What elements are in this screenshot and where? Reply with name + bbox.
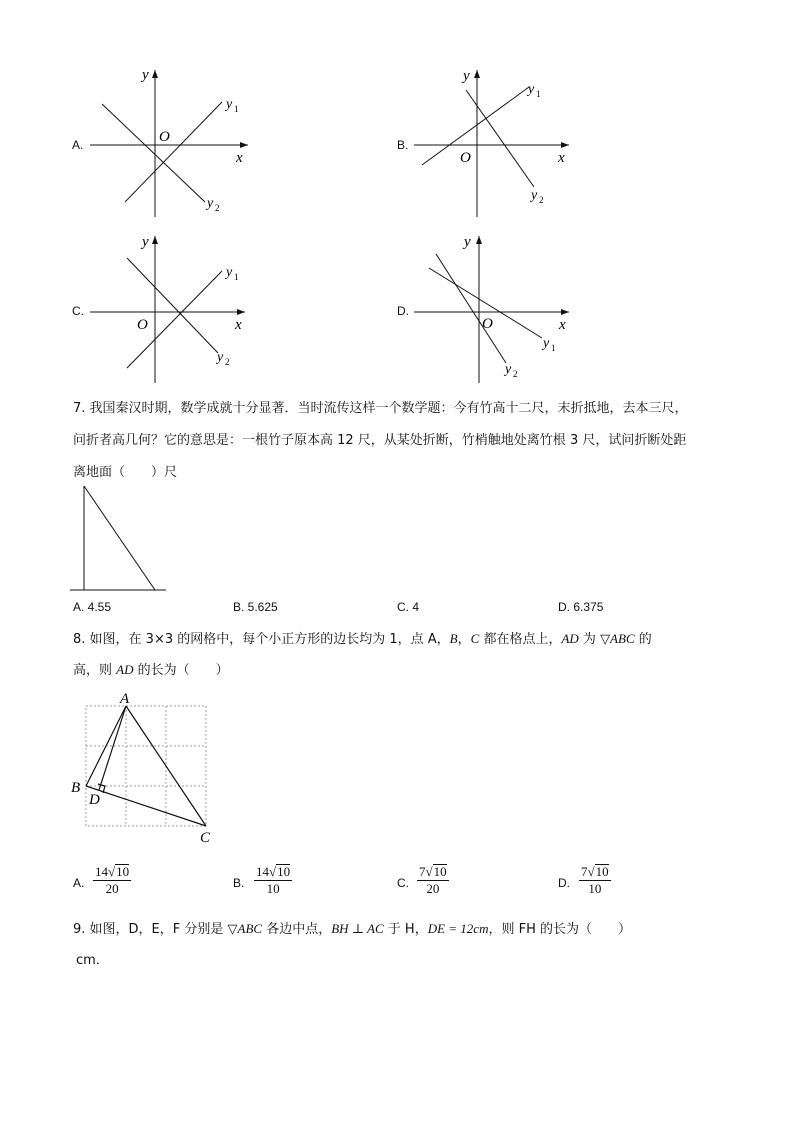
svg-text:y: y bbox=[217, 350, 224, 365]
q7-option-a: A. 4.55 bbox=[73, 600, 112, 614]
svg-text:y: y bbox=[463, 68, 470, 84]
svg-text:y: y bbox=[464, 234, 471, 250]
svg-text:O: O bbox=[460, 150, 471, 166]
q8-option-a-fraction: $\frac{14√10}{20}$ bbox=[95, 864, 130, 896]
q6-option-d-label: D. bbox=[397, 304, 409, 318]
line-y1 bbox=[125, 102, 222, 202]
svg-text:x: x bbox=[559, 317, 566, 333]
q8-text-line-2: 高，则 AD 的长为（ ） bbox=[73, 662, 229, 678]
svg-text:O: O bbox=[137, 317, 148, 333]
svg-text:O: O bbox=[159, 129, 170, 145]
q8-option-c-fraction: $\frac{7√10}{20}$ bbox=[419, 864, 447, 896]
q6-graph-b bbox=[414, 62, 584, 222]
q8-option-d-label: D. bbox=[558, 876, 570, 890]
svg-text:1: 1 bbox=[234, 272, 239, 282]
svg-text:x: x bbox=[235, 317, 242, 333]
q7-text-line-2: 问折者高几何？它的意思是：一根竹子原本高 12 尺，从某处折断，竹梢触地处离竹根 3 尺，试问折断处距 bbox=[73, 433, 687, 448]
svg-text:y: y bbox=[142, 234, 149, 250]
q9-text-line-1: 9. 如图，D，E，F 分别是 ▽ABC 各边中点，BH ⊥ AC 于 H，DE = 12cm，则 FH 的长为（ ） bbox=[73, 921, 631, 937]
q8-option-d-fraction: $\frac{7√10}{10}$ bbox=[581, 864, 609, 896]
svg-text:2: 2 bbox=[513, 369, 518, 379]
q9-text-line-2: cm． bbox=[76, 953, 109, 968]
q7-text-line-1: 7. 我国秦汉时期，数学成就十分显著．当时流传这样一个数学题：今有竹高十二尺，末折抵地，去本三尺， bbox=[73, 401, 688, 416]
line-y2 bbox=[466, 90, 534, 187]
svg-text:1: 1 bbox=[234, 104, 239, 114]
q6-option-a-label: A. bbox=[72, 138, 84, 152]
line-y2 bbox=[127, 258, 218, 353]
svg-text:x: x bbox=[236, 150, 243, 166]
q6-option-b-label: B. bbox=[397, 138, 409, 152]
svg-text:O: O bbox=[482, 316, 493, 332]
svg-text:y: y bbox=[142, 67, 149, 83]
q7-option-c: C. 4 bbox=[397, 600, 420, 614]
svg-text:y: y bbox=[528, 82, 535, 97]
svg-text:2: 2 bbox=[225, 357, 230, 367]
svg-text:1: 1 bbox=[536, 89, 541, 99]
q8-option-a-label: A. bbox=[73, 876, 85, 890]
q8-option-c-label: C. bbox=[397, 876, 409, 890]
svg-text:2: 2 bbox=[539, 195, 544, 205]
q8-text-line-1: 8. 如图，在 3×3 的网格中，每个小正方形的边长均为 1，点 A，B，C 都在格点上，AD 为 ▽ABC 的 bbox=[73, 631, 652, 647]
svg-text:C: C bbox=[200, 830, 211, 846]
svg-text:y: y bbox=[207, 196, 214, 211]
q7-option-d: D. 6.375 bbox=[558, 600, 604, 614]
line-y1 bbox=[422, 87, 529, 165]
q6-option-c-label: C. bbox=[72, 304, 84, 318]
svg-text:A: A bbox=[120, 691, 130, 707]
line-y2 bbox=[436, 254, 506, 363]
q6-graph-d bbox=[414, 228, 584, 388]
svg-text:y: y bbox=[226, 265, 233, 280]
svg-text:2: 2 bbox=[215, 203, 220, 213]
svg-text:y: y bbox=[531, 188, 538, 203]
q6-graph-c bbox=[90, 228, 260, 388]
svg-text:1: 1 bbox=[551, 343, 556, 353]
q6-graph-a bbox=[90, 62, 260, 222]
svg-text:y: y bbox=[543, 336, 550, 351]
q8-grid-figure bbox=[68, 688, 218, 846]
q8-option-b-fraction: $\frac{14√10}{10}$ bbox=[256, 864, 291, 896]
svg-text:D: D bbox=[89, 792, 100, 808]
line-y2 bbox=[102, 104, 205, 202]
svg-text:y: y bbox=[505, 362, 512, 377]
q7-bamboo-figure bbox=[70, 483, 170, 595]
q7-option-b: B. 5.625 bbox=[233, 600, 278, 614]
svg-text:B: B bbox=[71, 780, 81, 796]
q8-option-b-label: B. bbox=[233, 876, 245, 890]
svg-text:y: y bbox=[226, 97, 233, 112]
q7-text-line-3: 离地面（ ）尺 bbox=[73, 465, 178, 480]
svg-text:x: x bbox=[558, 150, 565, 166]
